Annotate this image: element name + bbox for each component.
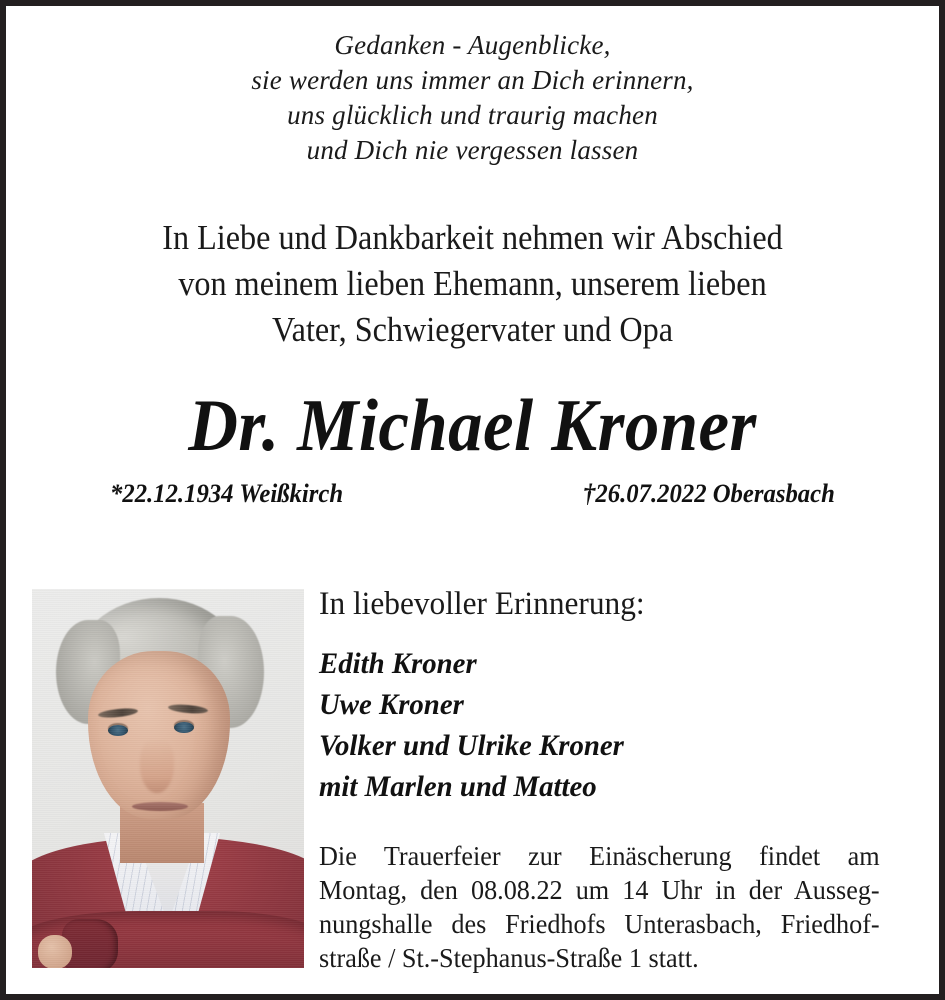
ceremony-details (319, 839, 880, 975)
intro-line-3: Vater, Schwiegervater und Opa (271, 310, 674, 349)
farewell-intro (43, 215, 901, 353)
intro-line-1: In Liebe und Dankbarkeit nehmen wir Abschied (162, 218, 783, 257)
ceremony-line-3: nungshalle des Friedhofs Unterasbach, Friedhof- (319, 909, 880, 939)
photo-face (88, 651, 230, 819)
life-dates (110, 479, 835, 509)
poem-line-4: und Dich nie vergessen lassen (306, 135, 639, 165)
poem-line-2: sie werden uns immer an Dich erinnern, (251, 65, 694, 95)
portrait-photo (32, 589, 304, 968)
family-list (319, 643, 624, 807)
memorial-poem (6, 28, 939, 168)
birth-date: *22.12.1934 Weißkirch (110, 479, 344, 508)
memory-heading: In liebevoller Erinnerung: (319, 586, 645, 622)
ceremony-line-2: Montag, den 08.08.22 um 14 Uhr in der Ausseg- (319, 875, 880, 905)
intro-line-2: von meinem lieben Ehemann, unserem lieben (178, 264, 767, 303)
deceased-name: Dr. Michael Kroner (188, 385, 757, 467)
ceremony-line-4: straße / St.-Stephanus-Straße 1 statt. (319, 943, 699, 973)
notice-inner (6, 6, 939, 994)
photo-hand (38, 935, 72, 968)
family-member-4: mit Marlen und Matteo (319, 770, 597, 803)
death-date: †26.07.2022 Oberasbach (583, 479, 835, 508)
family-member-2: Uwe Kroner (319, 688, 464, 721)
photo-eye-left (108, 725, 128, 736)
family-member-3: Volker und Ulrike Kroner (319, 729, 624, 762)
photo-mouth (132, 802, 188, 811)
poem-line-3: uns glücklich und traurig machen (287, 100, 658, 130)
ceremony-line-1: Die Trauerfeier zur Einäscherung findet am (319, 841, 880, 871)
photo-nose (140, 739, 174, 793)
poem-line-1: Gedanken - Augenblicke, (334, 30, 611, 60)
photo-eye-right (174, 722, 194, 733)
family-member-1: Edith Kroner (319, 647, 477, 680)
